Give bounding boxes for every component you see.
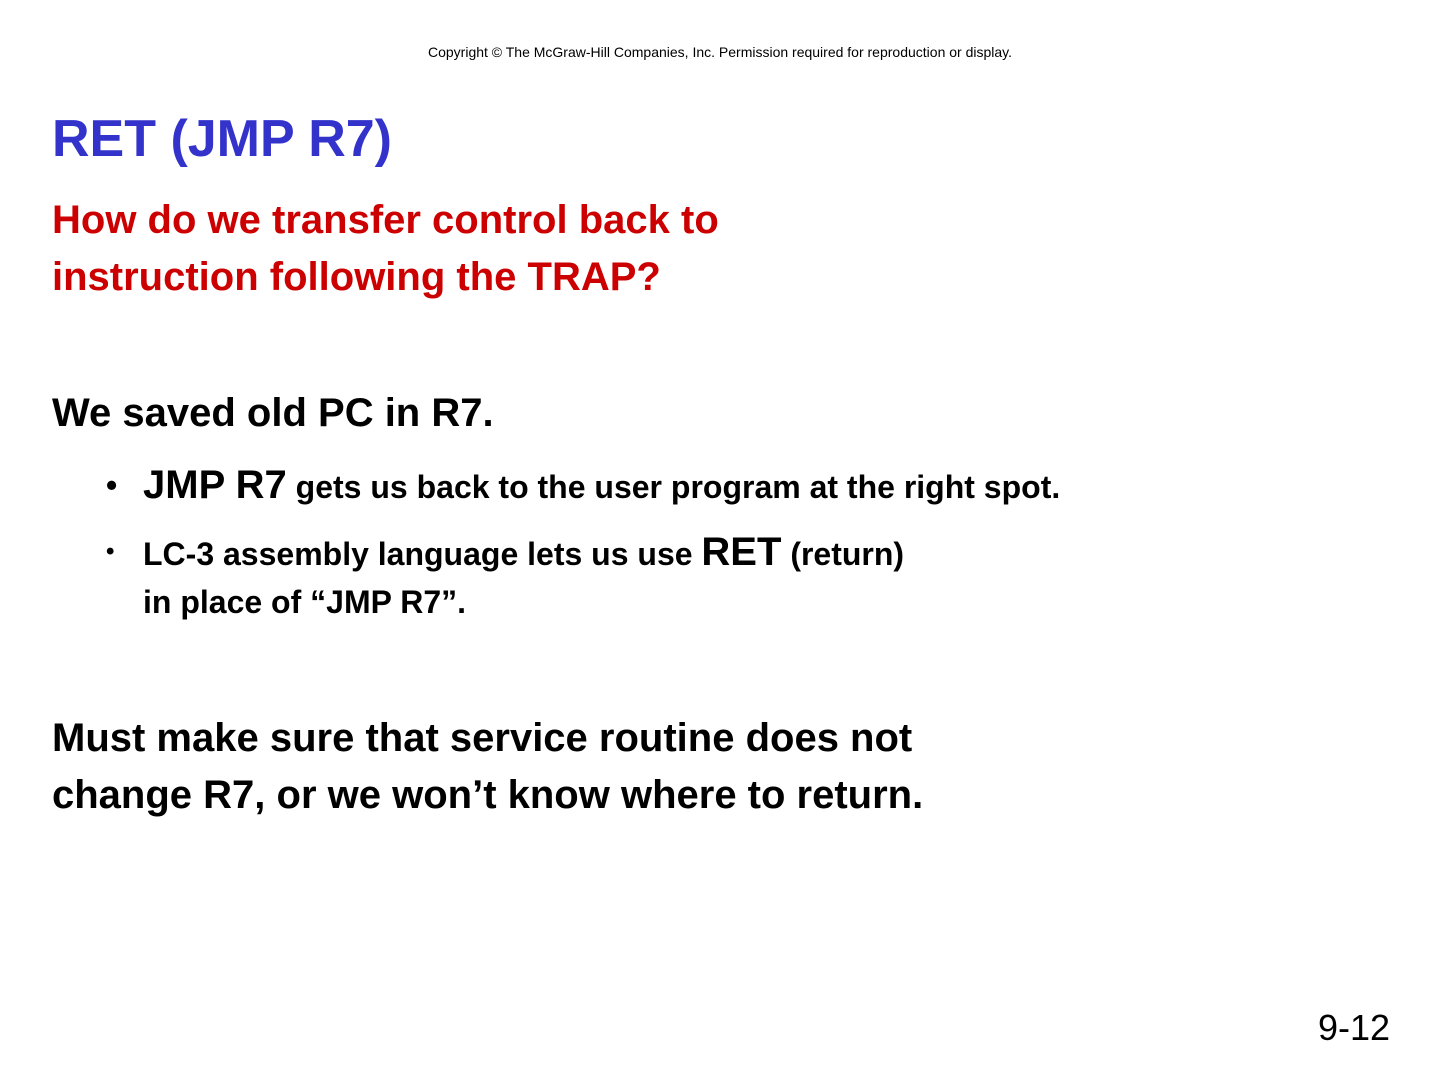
bullet-text: gets us back to the user program at the right spot. [286,469,1061,505]
bullet-line-2: in place of “JMP R7”. [143,584,467,620]
bullet-text-after: (return) [781,536,905,572]
warning-line-2: change R7, or we won’t know where to return. [52,773,924,817]
bullet-list [0,458,1060,626]
paragraph-saved-pc: We saved old PC in R7. [52,391,494,435]
bullet-item-ret [0,528,1060,626]
bullet-lead-code: JMP R7 [143,463,287,507]
bullet-text-before: LC-3 assembly language lets us use [143,536,702,572]
copyright-notice: Copyright © The McGraw-Hill Companies, Inc. Permission required for reproduction or display. [427,44,1013,60]
slide-title: RET (JMP R7) [52,110,392,168]
question-line-2: instruction following the TRAP? [52,255,661,299]
page-number: 9-12 [1317,1007,1390,1048]
question-line-1: How do we transfer control back to [52,198,719,242]
bullet-icon: • [106,467,118,503]
bullet-line-1 [143,528,1060,578]
question-text [52,192,719,306]
bullet-ret-code: RET [701,530,782,574]
bullet-icon: • [106,538,115,565]
paragraph-warning [52,710,923,824]
bullet-item-jmp-r7 [0,458,1060,514]
warning-line-1: Must make sure that service routine does not [52,716,913,760]
